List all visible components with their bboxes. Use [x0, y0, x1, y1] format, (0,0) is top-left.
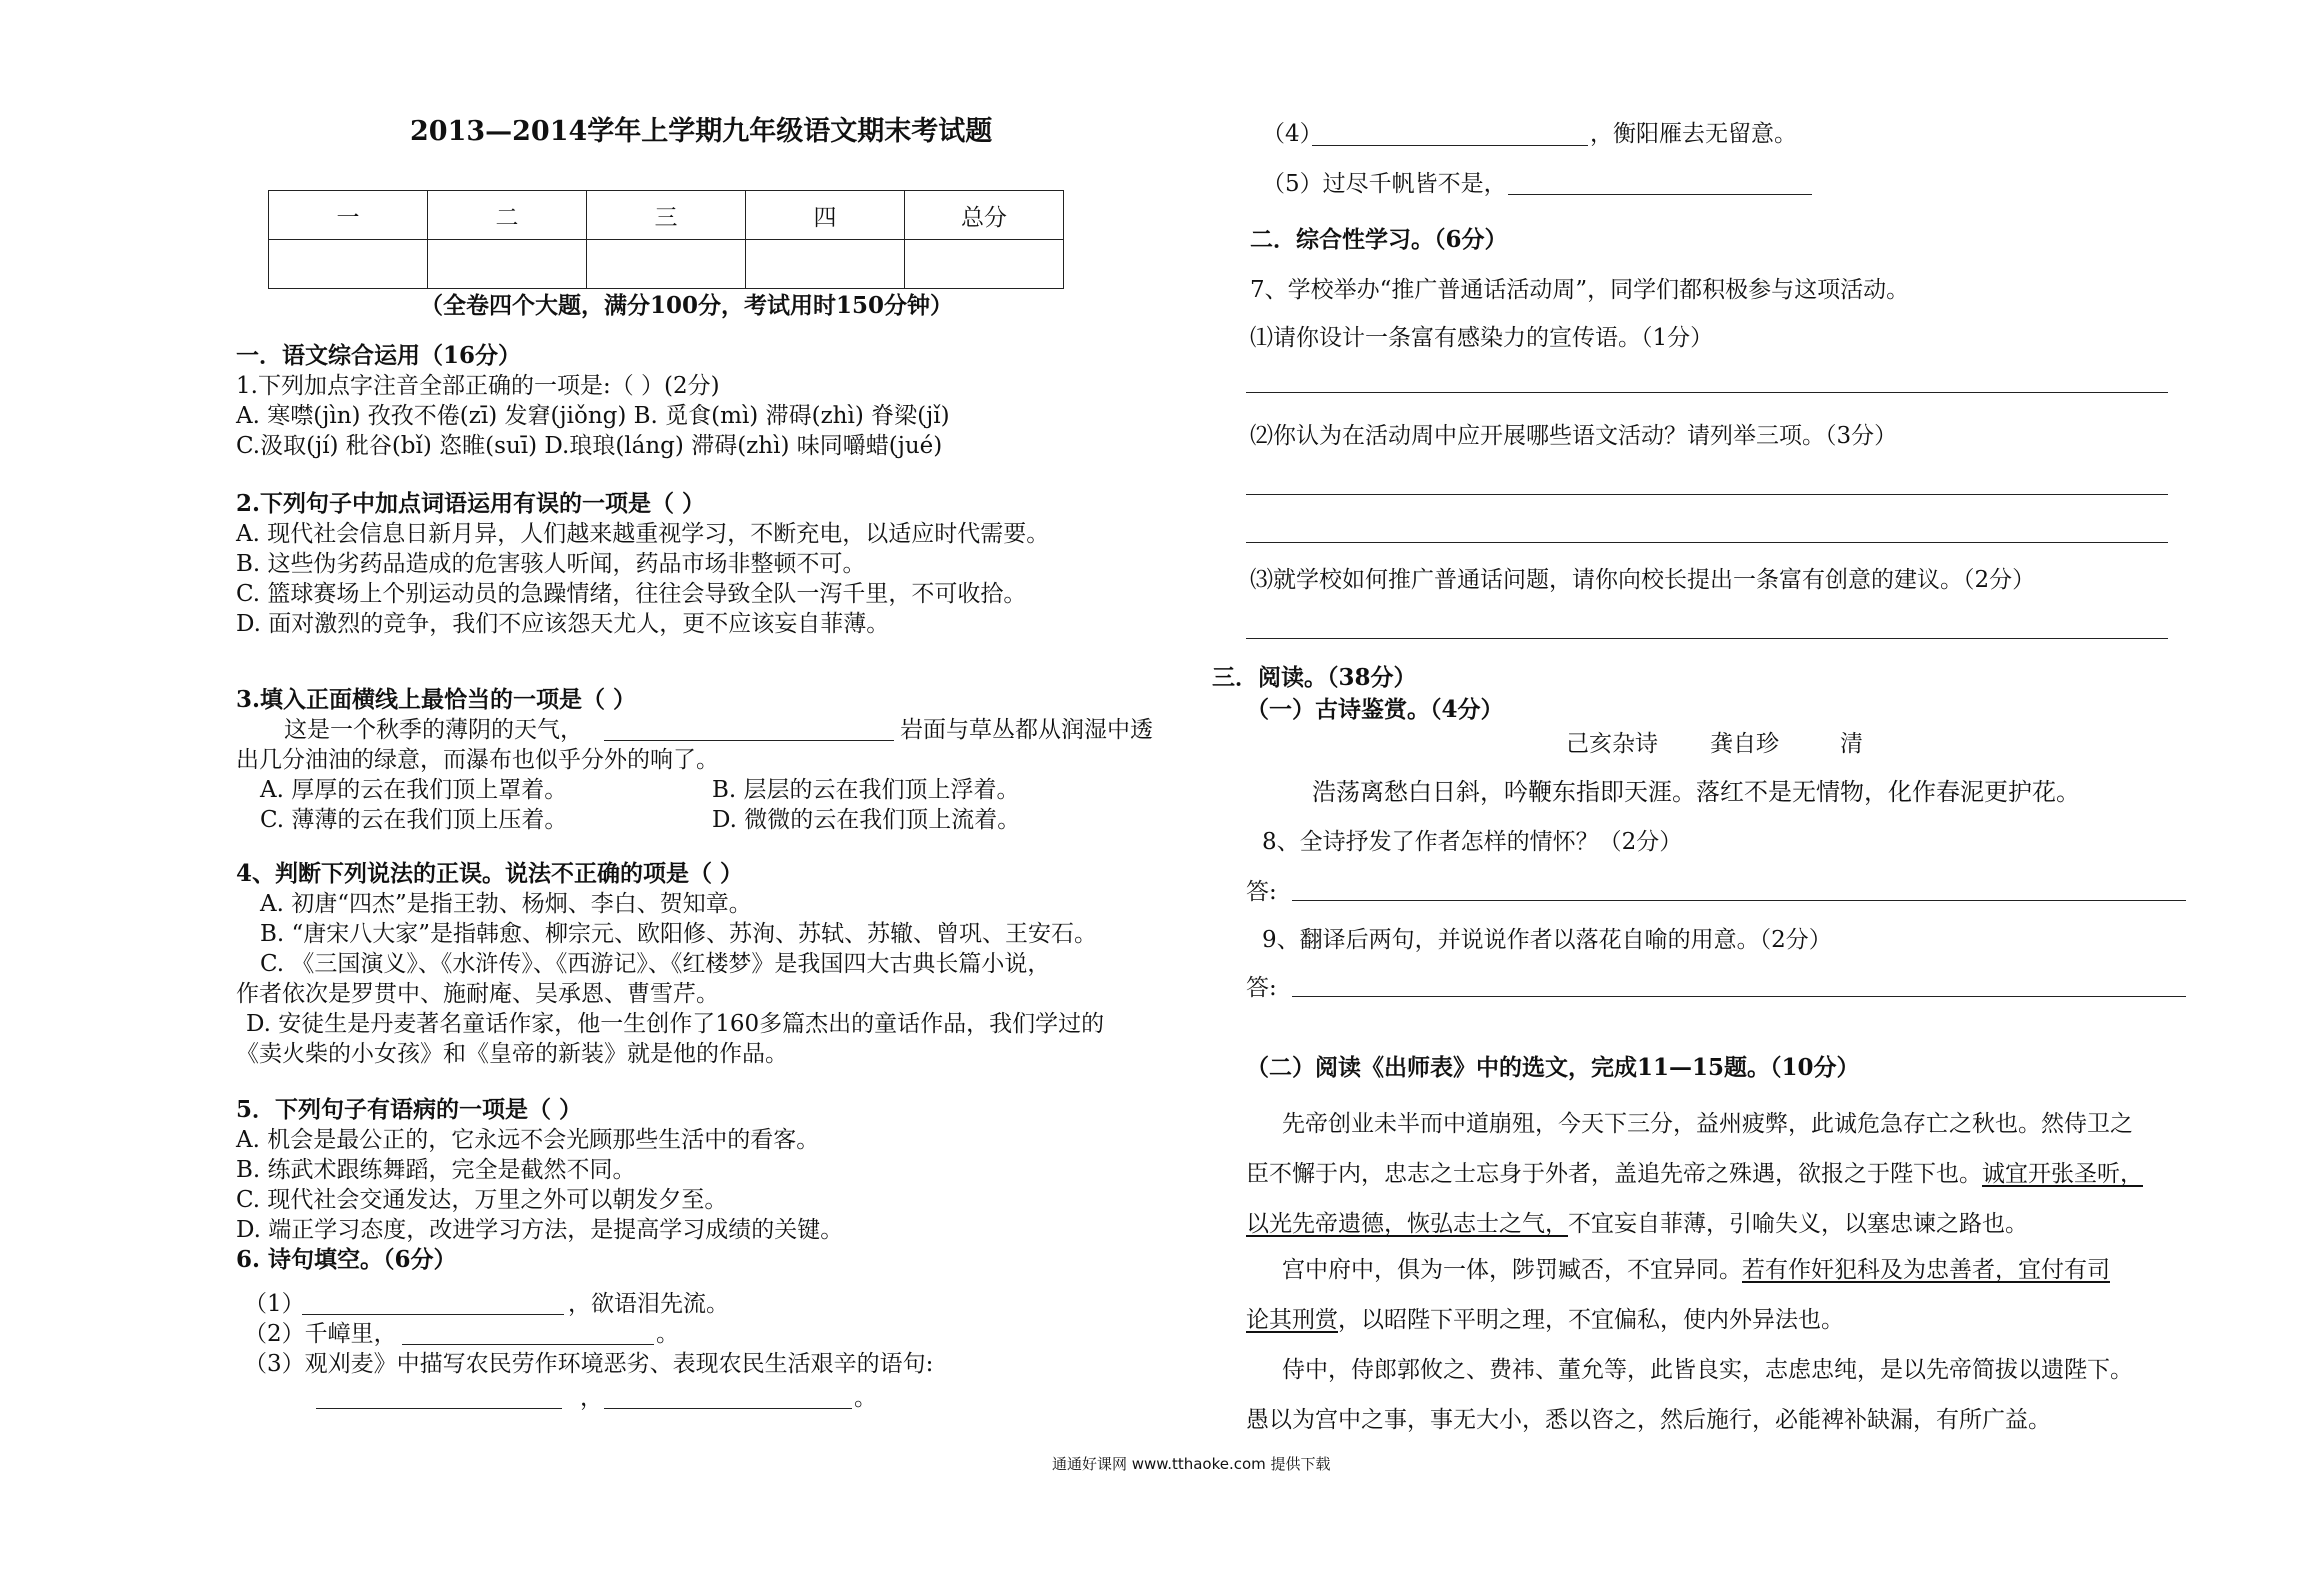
q3-option-d: D. 微微的云在我们顶上流着。: [712, 807, 1021, 833]
section-1-heading: 一．语文综合运用（16分）: [236, 342, 522, 369]
q7-3-answer-line[interactable]: [1246, 638, 2168, 639]
q6-2-blank[interactable]: [402, 1344, 654, 1345]
q7-stem: 7、学校举办“推广普通话活动周”，同学们都积极参与这项活动。: [1250, 277, 1910, 303]
q7-1-answer-line[interactable]: [1246, 392, 2168, 393]
q6-2-end: 。: [656, 1321, 679, 1347]
q9-answer-label: 答:: [1246, 975, 1277, 1001]
q8-answer-line[interactable]: [1292, 900, 2186, 901]
q3-blank[interactable]: [604, 740, 894, 741]
passage-underlined-1b: 以光先帝遗德，恢弘志士之气，: [1246, 1211, 1568, 1237]
score-header-2: 二: [428, 191, 587, 240]
q6-1-label: （1）: [244, 1291, 305, 1317]
q5-option-c: C. 现代社会交通发达，万里之外可以朝发夕至。: [236, 1187, 728, 1213]
q6-3-comma: ，: [580, 1385, 603, 1411]
q3-option-c: C. 薄薄的云在我们顶上压着。: [260, 807, 568, 833]
q3-passage-end: 岩面与草丛都从润湿中透: [900, 717, 1153, 743]
q8-stem: 8、全诗抒发了作者怎样的情怀？（2分）: [1262, 829, 1683, 855]
q3-passage-start: 这是一个秋季的薄阴的天气，: [284, 717, 583, 743]
footer-source: 通通好课网 www.tthaoke.com 提供下载: [1052, 1455, 1331, 1473]
score-cell[interactable]: [905, 240, 1064, 289]
q4-option-b: B. “唐宋八大家”是指韩愈、柳宗元、欧阳修、苏洵、苏轼、苏辙、曾巩、王安石。: [260, 921, 1098, 947]
q1-options-ab: A. 寒噤(jìn) 孜孜不倦(zī) 发窘(jiǒng) B. 觅食(mì) 滞碍(zhì) 脊梁(jǐ): [236, 403, 950, 429]
passage-underlined-2b: 论其刑赏: [1246, 1307, 1338, 1333]
score-header-total: 总分: [905, 191, 1064, 240]
score-table: [268, 190, 1064, 289]
passage-p2-line1-text: 宫中府中，俱为一体，陟罚臧否，不宜异同。: [1282, 1257, 1742, 1283]
q6-5-text: （5）过尽千帆皆不是，: [1262, 171, 1507, 197]
passage-p3-line2: 愚以为宫中之事，事无大小，悉以咨之，然后施行，必能裨补缺漏，有所广益。: [1246, 1407, 2051, 1433]
q5-option-a: A. 机会是最公正的，它永远不会光顾那些生活中的看客。: [236, 1127, 820, 1153]
score-cell[interactable]: [428, 240, 587, 289]
q5-option-b: B. 练武术跟练舞蹈，完全是截然不同。: [236, 1157, 636, 1183]
q7-3: ⑶就学校如何推广普通话问题，请你向校长提出一条富有创意的建议。（2分）: [1250, 567, 2036, 593]
q9-answer-line[interactable]: [1292, 996, 2186, 997]
passage-p3-line1: 侍中，侍郎郭攸之、费祎、董允等，此皆良实，志虑忠纯，是以先帝简拔以遗陛下。: [1282, 1357, 2133, 1383]
q7-1: ⑴请你设计一条富有感染力的宣传语。（1分）: [1250, 325, 1714, 351]
poem-text: 浩荡离愁白日斜，吟鞭东指即天涯。落红不是无情物，化作春泥更护花。: [1312, 778, 2080, 806]
q6-3-text: （3）观刈麦》中描写农民劳作环境恶劣、表现农民生活艰辛的语句:: [244, 1351, 934, 1377]
score-cell[interactable]: [269, 240, 428, 289]
q2-option-d: D. 面对激烈的竞争，我们不应该怨天尤人，更不应该妄自菲薄。: [236, 611, 890, 637]
q3-option-b: B. 层层的云在我们顶上浮着。: [712, 777, 1020, 803]
q6-2-text: （2）千嶂里，: [244, 1321, 397, 1347]
q4-option-a: A. 初唐“四杰”是指王勃、杨炯、李白、贺知章。: [260, 891, 752, 917]
q2-stem: 2.下列句子中加点词语运用有误的一项是（ ）: [236, 490, 706, 517]
q6-1-text: ，欲语泪先流。: [568, 1291, 729, 1317]
passage-p2-line2-text: ，以昭陛下平明之理，不宜偏私，使内外异法也。: [1338, 1307, 1844, 1333]
q3-option-a: A. 厚厚的云在我们顶上罩着。: [260, 777, 568, 803]
q6-3-end: 。: [854, 1385, 877, 1411]
section-3-part-1: （一）古诗鉴赏。（4分）: [1246, 696, 1504, 723]
q5-stem: 5．下列句子有语病的一项是（ ）: [236, 1096, 583, 1123]
passage-underlined-2a: 若有作奸犯科及为忠善者，宜付有司: [1742, 1257, 2110, 1283]
q1-stem: 1.下列加点字注音全部正确的一项是:（ ）(2分): [236, 373, 720, 399]
passage-p1-line2: [1246, 1160, 2143, 1188]
q6-4-label: （4）: [1262, 121, 1323, 147]
section-3-heading: 三．阅读。（38分）: [1212, 664, 1417, 691]
score-cell[interactable]: [587, 240, 746, 289]
q1-options-cd: C.汲取(jí) 秕谷(bǐ) 恣睢(suī) D.琅琅(láng) 滞碍(zhì) 味同嚼蜡(jué): [236, 433, 943, 459]
q4-option-d-cont: 《卖火柴的小女孩》和《皇帝的新装》就是他的作品。: [236, 1041, 788, 1067]
q7-2-answer-line-2[interactable]: [1246, 542, 2168, 543]
q5-option-d: D. 端正学习态度，改进学习方法，是提高学习成绩的关键。: [236, 1217, 844, 1243]
score-header-4: 四: [746, 191, 905, 240]
q2-option-b: B. 这些伪劣药品造成的危害骇人听闻，药品市场非整顿不可。: [236, 551, 866, 577]
q7-2: ⑵你认为在活动周中应开展哪些语文活动？请列举三项。（3分）: [1250, 423, 1898, 449]
q6-stem: 6. 诗句填空。（6分）: [236, 1246, 457, 1273]
poem-title: 己亥杂诗: [1566, 731, 1658, 757]
page-title: 2013—2014学年上学期九年级语文期末考试题: [410, 116, 993, 147]
q6-3-blank-1[interactable]: [316, 1408, 562, 1409]
q7-2-answer-line-1[interactable]: [1246, 494, 2168, 495]
section-2-heading: 二．综合性学习。（6分）: [1250, 226, 1508, 253]
passage-p1-line1: 先帝创业未半而中道崩殂，今天下三分，益州疲弊，此诚危急存亡之秋也。然侍卫之: [1282, 1111, 2133, 1137]
q4-option-c-cont: 作者依次是罗贯中、施耐庵、吴承恩、曹雪芹。: [236, 981, 719, 1007]
passage-p2-line1: [1282, 1256, 2110, 1284]
q8-answer-label: 答:: [1246, 879, 1277, 905]
q6-4-text: ，衡阳雁去无留意。: [1590, 121, 1797, 147]
passage-p1-line2-text: 臣不懈于内，忠志之士忘身于外者，盖追先帝之殊遇，欲报之于陛下也。: [1246, 1161, 1982, 1187]
q6-1-blank[interactable]: [302, 1314, 564, 1315]
passage-p1-line3: [1246, 1210, 2028, 1238]
passage-underlined-1a: 诚宜开张圣听，: [1982, 1161, 2143, 1187]
q3-stem: 3.填入正面横线上最恰当的一项是（ ）: [236, 686, 637, 713]
q2-option-a: A. 现代社会信息日新月异，人们越来越重视学习，不断充电，以适应时代需要。: [236, 521, 1050, 547]
q4-option-c: C. 《三国演义》、《水浒传》、《西游记》、《红楼梦》是我国四大古典长篇小说，: [260, 951, 1051, 977]
q3-passage-line2: 出几分油油的绿意，而瀑布也似乎分外的响了。: [236, 747, 719, 773]
score-header-1: 一: [269, 191, 428, 240]
poem-author: 龚自珍: [1710, 731, 1779, 757]
q6-4-blank[interactable]: [1312, 145, 1588, 146]
q6-5-blank[interactable]: [1508, 194, 1812, 195]
passage-p1-line3-text: 不宜妄自菲薄，引喻失义，以塞忠谏之路也。: [1568, 1211, 2028, 1237]
passage-p2-line2: [1246, 1306, 1844, 1334]
poem-dynasty: 清: [1840, 731, 1863, 757]
q9-stem: 9、翻译后两句，并说说作者以落花自喻的用意。（2分）: [1262, 927, 1832, 953]
section-3-part-2: （二）阅读《出师表》中的选文，完成11—15题。（10分）: [1246, 1054, 1860, 1081]
exam-note: （全卷四个大题，满分100分，考试用时150分钟）: [420, 292, 954, 319]
score-cell[interactable]: [746, 240, 905, 289]
score-header-3: 三: [587, 191, 746, 240]
q2-option-c: C. 篮球赛场上个别运动员的急躁情绪，往往会导致全队一泻千里，不可收拾。: [236, 581, 1027, 607]
q4-option-d: D. 安徒生是丹麦著名童话作家，他一生创作了160多篇杰出的童话作品，我们学过的: [246, 1011, 1105, 1037]
q4-stem: 4、判断下列说法的正误。说法不正确的项是（ ）: [236, 860, 744, 887]
q6-3-blank-2[interactable]: [604, 1408, 852, 1409]
